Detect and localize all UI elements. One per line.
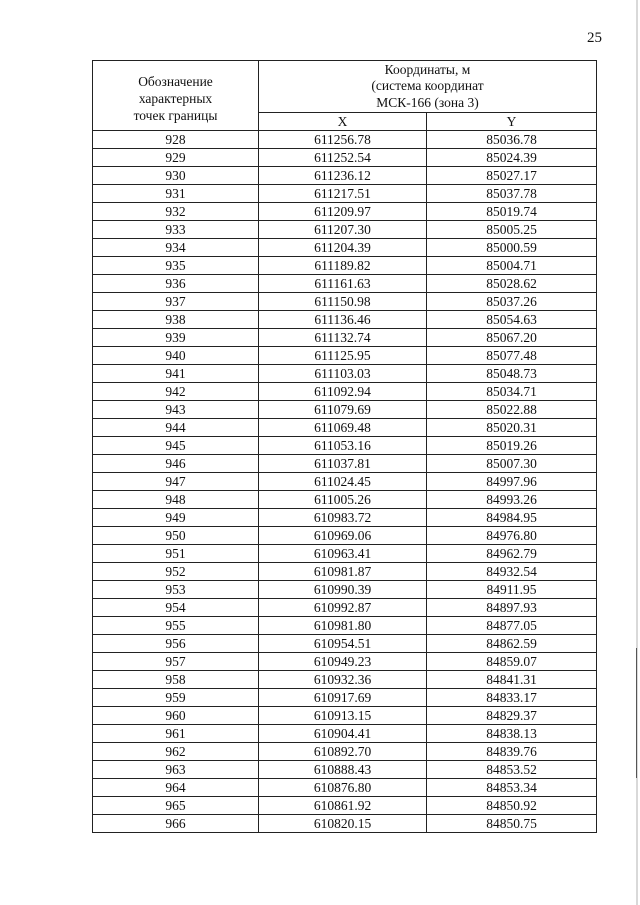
table-row [93,473,597,491]
y-coordinate-cell: 85005.25 [427,221,597,239]
point-id-cell: 956 [93,635,259,653]
x-coordinate-cell: 611053.16 [259,437,427,455]
y-coordinate-cell: 84850.92 [427,797,597,815]
y-coordinate-cell: 84976.80 [427,527,597,545]
table-row [93,581,597,599]
x-coordinate-cell: 610876.80 [259,779,427,797]
y-coordinate-cell: 85019.26 [427,437,597,455]
point-id-cell: 960 [93,707,259,725]
table-row [93,275,597,293]
y-coordinate-cell: 85048.73 [427,365,597,383]
x-coordinate-cell: 611136.46 [259,311,427,329]
table-row [93,743,597,761]
table-row [93,365,597,383]
table-row [93,653,597,671]
x-coordinate-cell: 610949.23 [259,653,427,671]
y-coordinate-cell: 85027.17 [427,167,597,185]
y-coordinate-cell: 84853.52 [427,761,597,779]
y-coordinate-cell: 85007.30 [427,455,597,473]
x-coordinate-cell: 611132.74 [259,329,427,347]
point-id-cell: 938 [93,311,259,329]
y-coordinate-cell: 85028.62 [427,275,597,293]
x-coordinate-cell: 610892.70 [259,743,427,761]
point-id-cell: 944 [93,419,259,437]
x-coordinate-cell: 611103.03 [259,365,427,383]
point-id-cell: 955 [93,617,259,635]
point-id-cell: 952 [93,563,259,581]
y-coordinate-cell: 84839.76 [427,743,597,761]
y-coordinate-cell: 84862.59 [427,635,597,653]
point-id-cell: 954 [93,599,259,617]
x-coordinate-cell: 610981.80 [259,617,427,635]
table-row [93,563,597,581]
table-row [93,221,597,239]
point-id-cell: 936 [93,275,259,293]
point-id-cell: 945 [93,437,259,455]
x-coordinate-cell: 610932.36 [259,671,427,689]
x-coordinate-cell: 610888.43 [259,761,427,779]
x-coordinate-cell: 610917.69 [259,689,427,707]
table-row [93,185,597,203]
y-coordinate-cell: 85020.31 [427,419,597,437]
header-coords-line-3: МСК-166 (зона 3) [376,94,479,110]
table-row [93,419,597,437]
table-row [93,491,597,509]
point-id-cell: 963 [93,761,259,779]
point-id-cell: 940 [93,347,259,365]
header-points-line-2: характерных [138,91,213,106]
x-coordinate-cell: 611189.82 [259,257,427,275]
x-coordinate-cell: 610963.41 [259,545,427,563]
y-coordinate-cell: 84962.79 [427,545,597,563]
table-row [93,509,597,527]
table-row [93,401,597,419]
table-row [93,329,597,347]
table-row [93,131,597,149]
x-coordinate-cell: 610983.72 [259,509,427,527]
header-x: X [259,113,427,131]
x-coordinate-cell: 611217.51 [259,185,427,203]
point-id-cell: 932 [93,203,259,221]
table-row [93,257,597,275]
point-id-cell: 931 [93,185,259,203]
y-coordinate-cell: 85000.59 [427,239,597,257]
x-coordinate-cell: 611037.81 [259,455,427,473]
point-id-cell: 958 [93,671,259,689]
point-id-cell: 939 [93,329,259,347]
x-coordinate-cell: 611125.95 [259,347,427,365]
y-coordinate-cell: 85037.78 [427,185,597,203]
table-row [93,527,597,545]
table-row [93,779,597,797]
table-row [93,167,597,185]
x-coordinate-cell: 611204.39 [259,239,427,257]
point-id-cell: 948 [93,491,259,509]
point-id-cell: 950 [93,527,259,545]
y-coordinate-cell: 84853.34 [427,779,597,797]
table-row [93,149,597,167]
table-row [93,797,597,815]
header-points-line-3: точек границы [133,108,218,123]
y-coordinate-cell: 85024.39 [427,149,597,167]
y-coordinate-cell: 85054.63 [427,311,597,329]
point-id-cell: 941 [93,365,259,383]
x-coordinate-cell: 611256.78 [259,131,427,149]
y-coordinate-cell: 84911.95 [427,581,597,599]
table-row [93,203,597,221]
point-id-cell: 928 [93,131,259,149]
table-row [93,689,597,707]
point-id-cell: 930 [93,167,259,185]
table-row [93,815,597,833]
x-coordinate-cell: 610992.87 [259,599,427,617]
x-coordinate-cell: 611005.26 [259,491,427,509]
page-number: 25 [587,30,602,46]
table-row [93,383,597,401]
scan-edge-mark [636,648,637,778]
table-row [93,725,597,743]
point-id-cell: 959 [93,689,259,707]
coordinates-table [92,60,597,833]
y-coordinate-cell: 85022.88 [427,401,597,419]
table-row [93,293,597,311]
table-row [93,707,597,725]
header-coordinates [259,61,597,113]
y-coordinate-cell: 85004.71 [427,257,597,275]
point-id-cell: 947 [93,473,259,491]
table-row [93,455,597,473]
y-coordinate-cell: 85037.26 [427,293,597,311]
y-coordinate-cell: 84897.93 [427,599,597,617]
x-coordinate-cell: 610990.39 [259,581,427,599]
table-row [93,239,597,257]
x-coordinate-cell: 611209.97 [259,203,427,221]
header-boundary-points [93,61,259,131]
x-coordinate-cell: 611236.12 [259,167,427,185]
point-id-cell: 943 [93,401,259,419]
x-coordinate-cell: 611069.48 [259,419,427,437]
header-y: Y [427,113,597,131]
x-coordinate-cell: 610981.87 [259,563,427,581]
point-id-cell: 935 [93,257,259,275]
table-row [93,635,597,653]
point-id-cell: 961 [93,725,259,743]
x-coordinate-cell: 610904.41 [259,725,427,743]
point-id-cell: 966 [93,815,259,833]
y-coordinate-cell: 85077.48 [427,347,597,365]
x-coordinate-cell: 610954.51 [259,635,427,653]
point-id-cell: 949 [93,509,259,527]
x-coordinate-cell: 610861.92 [259,797,427,815]
header-points-line-1: Обозначение [138,74,213,89]
table-row [93,311,597,329]
x-coordinate-cell: 611079.69 [259,401,427,419]
point-id-cell: 937 [93,293,259,311]
point-id-cell: 933 [93,221,259,239]
x-coordinate-cell: 611092.94 [259,383,427,401]
y-coordinate-cell: 85036.78 [427,131,597,149]
y-coordinate-cell: 84984.95 [427,509,597,527]
y-coordinate-cell: 84838.13 [427,725,597,743]
y-coordinate-cell: 84841.31 [427,671,597,689]
point-id-cell: 934 [93,239,259,257]
x-coordinate-cell: 610969.06 [259,527,427,545]
y-coordinate-cell: 85067.20 [427,329,597,347]
x-coordinate-cell: 611161.63 [259,275,427,293]
y-coordinate-cell: 84829.37 [427,707,597,725]
y-coordinate-cell: 85034.71 [427,383,597,401]
point-id-cell: 957 [93,653,259,671]
y-coordinate-cell: 84833.17 [427,689,597,707]
x-coordinate-cell: 610913.15 [259,707,427,725]
table-row [93,347,597,365]
x-coordinate-cell: 611150.98 [259,293,427,311]
x-coordinate-cell: 611252.54 [259,149,427,167]
y-coordinate-cell: 84877.05 [427,617,597,635]
point-id-cell: 946 [93,455,259,473]
y-coordinate-cell: 84997.96 [427,473,597,491]
table-body [93,131,597,833]
header-coords-line-2: (система координат [371,78,484,94]
y-coordinate-cell: 84993.26 [427,491,597,509]
y-coordinate-cell: 84850.75 [427,815,597,833]
point-id-cell: 964 [93,779,259,797]
y-coordinate-cell: 84859.07 [427,653,597,671]
x-coordinate-cell: 610820.15 [259,815,427,833]
table-row [93,437,597,455]
point-id-cell: 942 [93,383,259,401]
point-id-cell: 929 [93,149,259,167]
point-id-cell: 951 [93,545,259,563]
header-coords-line-1: Координаты, м [384,61,471,77]
table-row [93,599,597,617]
point-id-cell: 965 [93,797,259,815]
table-row [93,617,597,635]
table-row [93,671,597,689]
point-id-cell: 953 [93,581,259,599]
y-coordinate-cell: 85019.74 [427,203,597,221]
table-row [93,545,597,563]
y-coordinate-cell: 84932.54 [427,563,597,581]
x-coordinate-cell: 611207.30 [259,221,427,239]
point-id-cell: 962 [93,743,259,761]
x-coordinate-cell: 611024.45 [259,473,427,491]
table-row [93,761,597,779]
